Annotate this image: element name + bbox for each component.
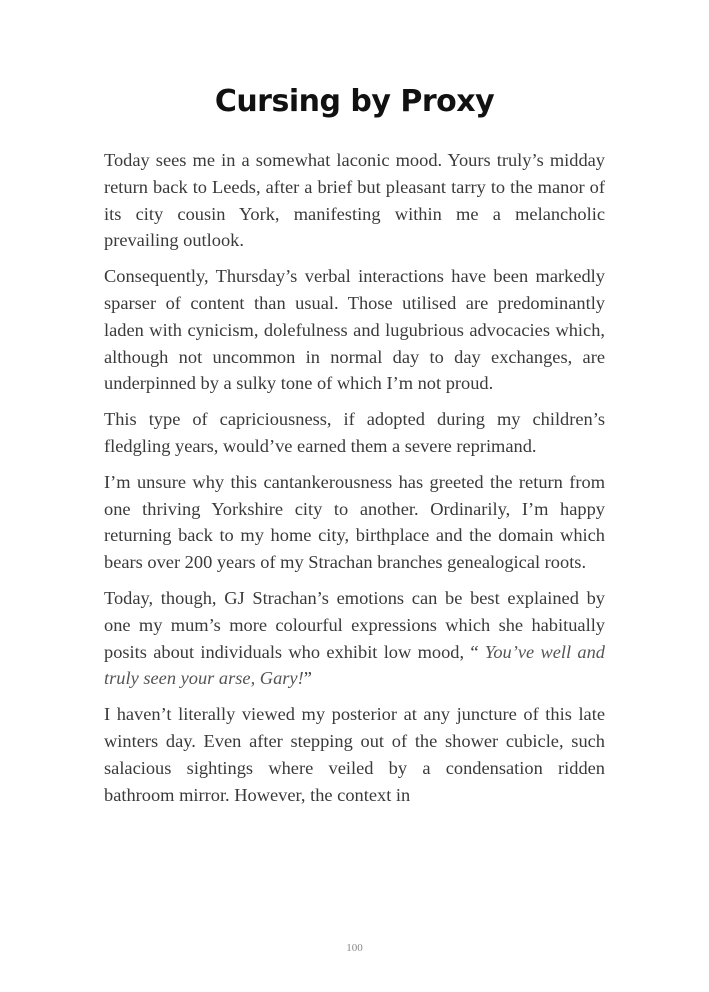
- italic-quote: You’ve well and truly seen your arse, Gary!: [104, 641, 605, 689]
- paragraph: Consequently, Thursday’s verbal interactions have been markedly sparser of content than usual. Those utilised are predominantly laden with cynicism, dolefulness and lugubrious advocacies which, although not uncommon in normal day to day exchanges, are underpinned by a sulky tone of which I’m not proud.: [104, 266, 605, 394]
- closing-quote-mark: ”: [303, 668, 312, 689]
- paragraph-text: Today, though, GJ Strachan’s emotions can be best explained by one my mum’s more colourful expressions which she habitually posits about individuals who exhibit low mood, “: [104, 587, 605, 662]
- paragraph-with-quote: [104, 585, 605, 692]
- paragraph: I’m unsure why this cantankerousness has greeted the return from one thriving Yorkshire city to another. Ordinarily, I’m happy returning back to my home city, birthplace and the domain which bears over 200 years of my Strachan branches genealogical roots.: [104, 471, 605, 573]
- paragraph: Today sees me in a somewhat laconic mood. Yours truly’s midday return back to Leeds, after a brief but pleasant tarry to the manor of its city cousin York, manifesting within me a melancholic prevailing outlook.: [104, 150, 605, 251]
- paragraph: I haven’t literally viewed my posterior at any juncture of this late winters day. Even after stepping out of the shower cubicle, such salacious sightings where veiled by a condensation ridden bathroom mirror. However, the context in: [104, 704, 605, 805]
- paragraph: This type of capriciousness, if adopted during my children’s fledgling years, would’ve earned them a severe reprimand.: [104, 409, 605, 456]
- chapter-title: Cursing by Proxy: [214, 84, 495, 119]
- chapter-body: [104, 147, 605, 817]
- page-number: 100: [346, 942, 363, 954]
